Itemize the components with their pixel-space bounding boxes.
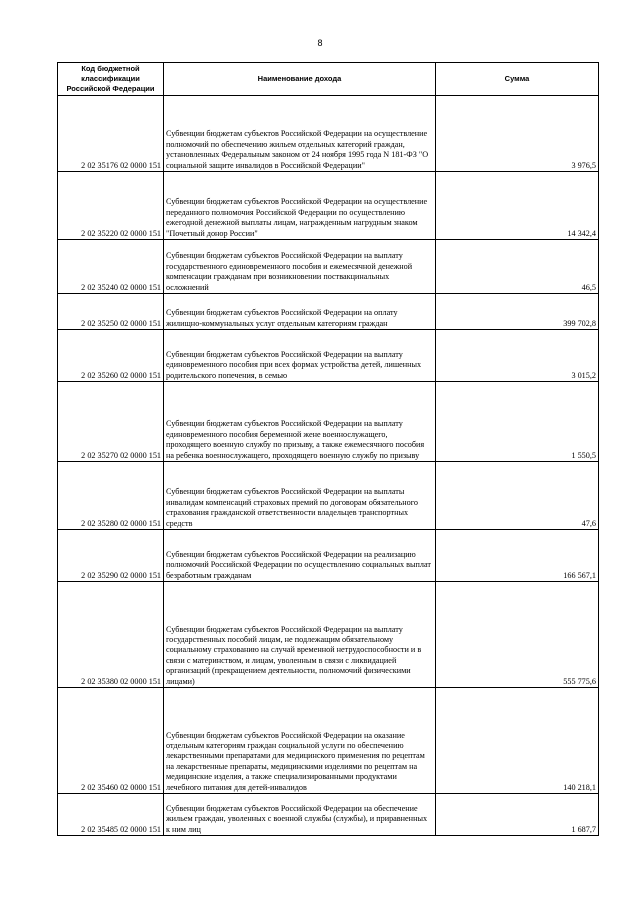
budget-code: 2 02 35220 02 0000 151 [58,172,164,240]
revenue-name: Субвенции бюджетам субъектов Российской Федерации на выплату государственного единовременного пособия и ежемесячной денежной компенсации гражданам при возникновении поствакцинальных осложнений [164,240,436,294]
budget-code: 2 02 35250 02 0000 151 [58,294,164,330]
table-row [58,172,599,240]
budget-code: 2 02 35380 02 0000 151 [58,582,164,688]
revenue-sum: 555 775,6 [436,582,599,688]
revenue-name: Субвенции бюджетам субъектов Российской Федерации на оплату жилищно-коммунальных услуг отдельным категориям граждан [164,294,436,330]
table-row [58,382,599,462]
revenue-sum: 1 687,7 [436,794,599,836]
table-row [58,530,599,582]
revenue-name: Субвенции бюджетам субъектов Российской Федерации на выплату единовременного пособия беременной жене военнослужащего, проходящего военную службу по призыву, а также ежемесячного пособия на ребенка военнослужащего, проходящего военную службу по призыву [164,382,436,462]
revenue-sum: 140 218,1 [436,688,599,794]
revenue-name: Субвенции бюджетам субъектов Российской Федерации на осуществление полномочий по обеспечению жильем отдельных категорий граждан, установленных Федеральным законом от 24 ноября 1995 года N 181-ФЗ "О социальной защите инвалидов в Российской Федерации" [164,96,436,172]
revenue-name: Субвенции бюджетам субъектов Российской Федерации на осуществление переданного полномочия Российской Федерации по осуществлению ежегодной денежной выплаты лицам, награжденным нагрудным знаком "Почетный донор России" [164,172,436,240]
table-row [58,688,599,794]
budget-code: 2 02 35485 02 0000 151 [58,794,164,836]
table-row [58,462,599,530]
budget-code: 2 02 35240 02 0000 151 [58,240,164,294]
table-row [58,330,599,382]
budget-code: 2 02 35260 02 0000 151 [58,330,164,382]
table-row [58,294,599,330]
revenue-sum: 47,6 [436,462,599,530]
revenue-sum: 46,5 [436,240,599,294]
table-row [58,240,599,294]
table-row [58,96,599,172]
revenue-table [57,62,599,836]
header-name: Наименование дохода [164,63,436,96]
revenue-sum: 399 702,8 [436,294,599,330]
revenue-sum: 166 567,1 [436,530,599,582]
header-code: Код бюджетной классификации Российской Федерации [58,63,164,96]
revenue-name: Субвенции бюджетам субъектов Российской Федерации на выплаты инвалидам компенсаций страховых премий по договорам обязательного страхования гражданской ответственности владельцев транспортных средств [164,462,436,530]
revenue-name: Субвенции бюджетам субъектов Российской Федерации на выплату единовременного пособия при всех формах устройства детей, лишенных родительского попечения, в семью [164,330,436,382]
budget-code: 2 02 35176 02 0000 151 [58,96,164,172]
revenue-sum: 1 550,5 [436,382,599,462]
revenue-sum: 14 342,4 [436,172,599,240]
table-header-row [58,63,599,96]
page-number: 8 [317,38,323,48]
revenue-name: Субвенции бюджетам субъектов Российской Федерации на реализацию полномочий Российской Федерации по осуществлению социальных выплат безработным гражданам [164,530,436,582]
budget-code: 2 02 35270 02 0000 151 [58,382,164,462]
revenue-name: Субвенции бюджетам субъектов Российской Федерации на оказание отдельным категориям граждан социальной услуги по обеспечению лекарственными препаратами для медицинского применения по рецептам на лекарственные препараты, медицинскими изделиями по рецептам на медицинские изделия, а также специализированными продуктами лечебного питания для детей-инвалидов [164,688,436,794]
revenue-sum: 3 976,5 [436,96,599,172]
budget-code: 2 02 35280 02 0000 151 [58,462,164,530]
revenue-name: Субвенции бюджетам субъектов Российской Федерации на выплату государственных пособий лицам, не подлежащим обязательному социальному страхованию на случай временной нетрудоспособности и в связи с материнством, и лицам, уволенным в связи с ликвидацией организаций (прекращением деятельности, полномочий физическими лицами) [164,582,436,688]
table-row [58,582,599,688]
revenue-sum: 3 015,2 [436,330,599,382]
budget-code: 2 02 35290 02 0000 151 [58,530,164,582]
budget-code: 2 02 35460 02 0000 151 [58,688,164,794]
header-sum: Сумма [436,63,599,96]
table-row [58,794,599,836]
revenue-name: Субвенции бюджетам субъектов Российской Федерации на обеспечение жильем граждан, уволенных с военной службы (службы), и приравненных к ним лиц [164,794,436,836]
